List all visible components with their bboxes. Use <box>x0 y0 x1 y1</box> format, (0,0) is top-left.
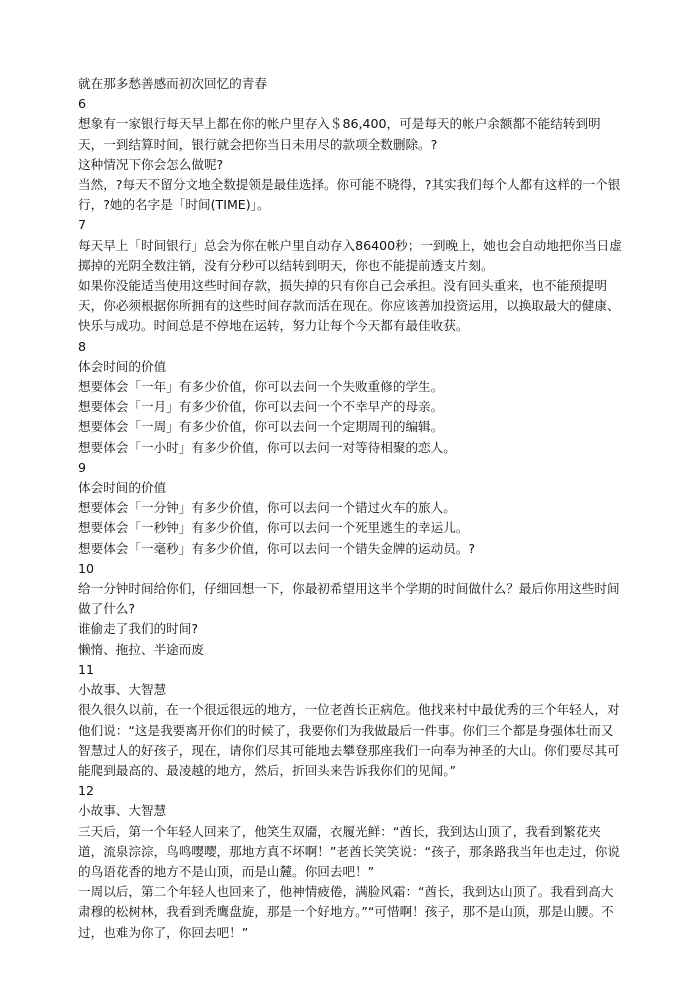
text-line: 想要体会「一月」有多少价值，你可以去问一个不幸早产的母亲。 <box>78 399 444 415</box>
text-line: 想要体会「一分钟」有多少价值，你可以去问一个错过火车的旅人。 <box>78 500 456 516</box>
text-line: 三天后，第一个年轻人回来了，他笑生双靥，衣履光鲜：“酋长，我到达山顶了，我看到繁花夹道，流泉淙淙，鸟鸣嘤嘤，那地方真不坏啊！”老酋长笑笑说：“孩子，那条路我当年也走过，你说的鸟语花香的地方不是山顶，而是山麓。你回去吧！” <box>78 823 620 879</box>
text-line: 想要体会「一周」有多少价值，你可以去问一个定期周刊的编辑。 <box>78 419 444 435</box>
text-line: 很久很久以前，在一个很远很远的地方，一位老酋长正病危。他找来村中最优秀的三个年轻人，对他们说：“这是我要离开你们的时候了，我要你们为我做最后一件事。你们三个都是身强体壮而又智慧过人的好孩子，现在，请你们尽其可能地去攀登那座我们一向奉为神圣的大山。你们要尽其可能爬到最高的、最凌越的地方，然后，折回头来告诉我你们的见闻。” <box>78 702 620 778</box>
text-line: 懒惰、拖拉、半途而废 <box>78 641 204 657</box>
page-number: 12 <box>78 783 95 799</box>
text-line: 谁偷走了我们的时间? <box>78 621 199 637</box>
section-heading: 小故事、大智慧 <box>78 682 167 698</box>
text-line: 想要体会「一毫秒」有多少价值，你可以去问一个错失金牌的运动员。? <box>78 540 476 556</box>
text-line: 想要体会「一年」有多少价值，你可以去问一个失败重修的学生。 <box>78 379 444 395</box>
page-number: 8 <box>78 338 87 354</box>
text-line: 给一分钟时间给你们，仔细回想一下，你最初希望用这半个学期的时间做什么？最后你用这些时间做了什么? <box>78 581 620 617</box>
page-number: 10 <box>78 560 95 576</box>
text-line: 当然，?每天不留分文地全数提领是最佳选择。你可能不晓得，?其实我们每个人都有这样的一个银行，?她的名字是「时间(TIME)」。 <box>78 177 621 213</box>
section-heading: 小故事、大智慧 <box>78 803 167 819</box>
page-number: 9 <box>78 459 87 475</box>
text-line: 这种情况下你会怎么做呢? <box>78 156 224 172</box>
text-line: 如果你没能适当使用这些时间存款，损失掉的只有你自己会承担。没有回头重来，也不能预提明天，你必须根据你所拥有的这些时间存款而活在现在。你应该善加投资运用，以换取最大的健康、快乐与成功。时间总是不停地在运转，努力让每个今天都有最佳收获。 <box>78 278 620 334</box>
text-line: 就在那多愁善感而初次回忆的青春 <box>78 76 267 91</box>
section-heading: 体会时间的价值 <box>78 358 167 374</box>
page-number: 6 <box>78 96 87 112</box>
page-number: 11 <box>78 661 95 677</box>
text-line: 想要体会「一小时」有多少价值，你可以去问一对等待相聚的恋人。 <box>78 439 456 455</box>
page-number: 7 <box>78 217 87 233</box>
text-line: 想象有一家银行每天早上都在你的帐户里存入＄86,400，可是每天的帐户余额都不能结转到明天，一到结算时间，银行就会把你当日未用尽的款项全数删除。? <box>78 116 601 152</box>
text-line: 想要体会「一秒钟」有多少价值，你可以去问一个死里逃生的幸运儿。 <box>78 520 469 536</box>
section-heading: 体会时间的价值 <box>78 480 167 496</box>
text-line: 一周以后，第二个年轻人也回来了，他神情疲倦，满脸风霜：“酋长，我到达山顶了。我看到高大肃穆的松树林，我看到秃鹰盘旋，那是一个好地方。”“可惜啊！孩子，那不是山顶，那是山腰。不过，也难为你了，你回去吧！” <box>78 884 614 940</box>
text-line: 每天早上「时间银行」总会为你在帐户里自动存入86400秒；一到晚上，她也会自动地把你当日虚掷掉的光阴全数注销，没有分秒可以结转到明天，你也不能提前透支片刻。 <box>78 237 622 273</box>
document-body <box>78 74 624 943</box>
